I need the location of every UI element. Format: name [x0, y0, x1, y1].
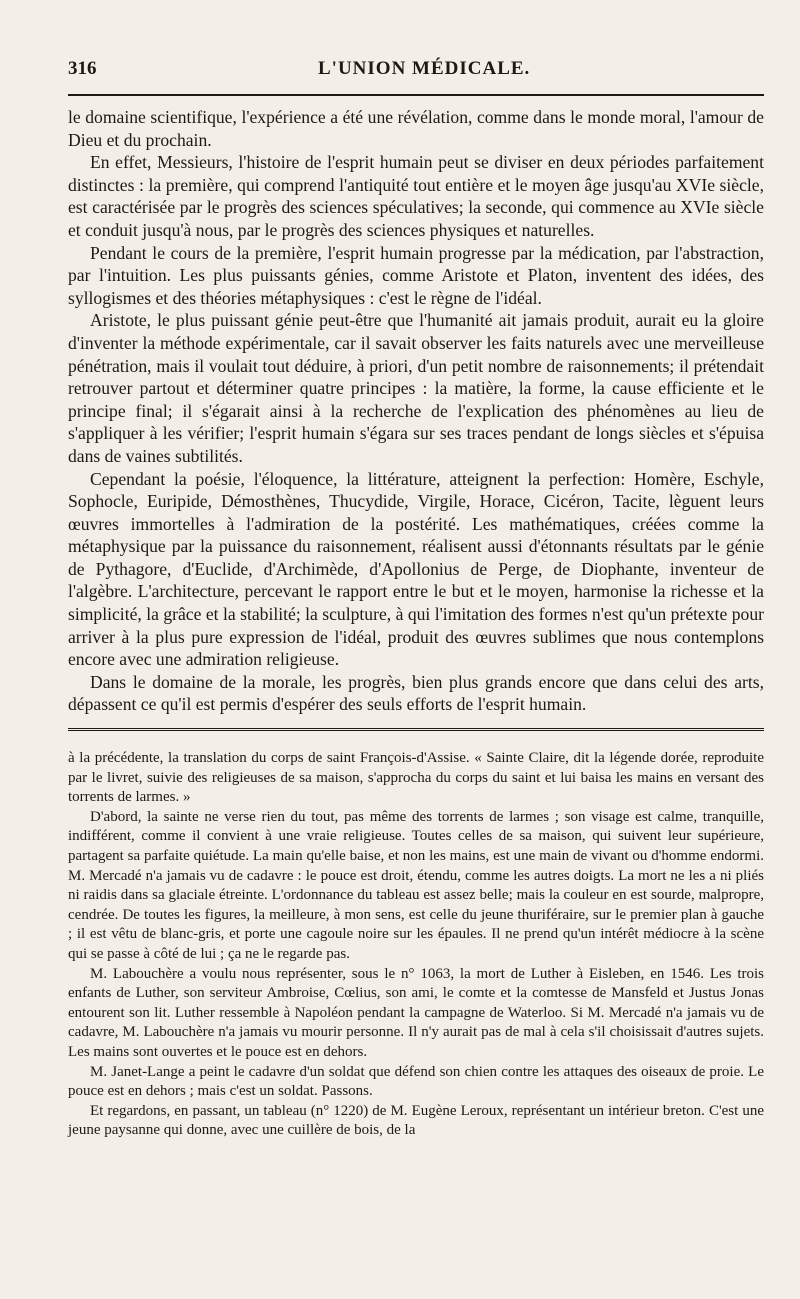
article-paragraph: Cependant la poésie, l'éloquence, la littérature, atteignent la perfection: Homère, Eschyle, Sophocle, Euripide, Démosthènes, Thucydide, Virgile, Horace, Cicéron, Tacite, lèguent leurs œuvres immortelles à l'admiration de la postérité. Les mathématiques, créées comme la métaphysique par la puissance du raisonnement, réalisent aussi d'étonnants résultats par le génie de Pythagore, d'Euclide, d'Archimède, d'Apollonius de Perge, de Diophante, inventeur de l'algèbre. L'architecture, percevant le rapport entre le but et le moyen, harmonise la richesse et la simplicité, la grâce et la stabilité; la sculpture, à qui l'imitation des formes n'est qu'un prétexte pour arriver à la plus pure expression de l'idéal, produit des œuvres sublimes que nous contemplons encore avec une admiration religieuse. — [68, 468, 764, 670]
feuilleton-section — [68, 749, 764, 1141]
main-article — [68, 106, 764, 716]
page-number: 316 — [68, 58, 97, 79]
feuilleton-paragraph: à la précédente, la translation du corps de saint François-d'Assise. « Sainte Claire, dit la légende dorée, reproduite par le livret, suivie des religieuses de sa maison, s'approcha du corps du saint et lui baisa les mains en versant des torrents de larmes. » — [68, 750, 764, 806]
feuilleton-paragraph: Et regardons, en passant, un tableau (n° 1220) de M. Eugène Leroux, représentant un intérieur breton. C'est une jeune paysanne qui donne, avec une cuillère de bois, de la — [68, 1102, 764, 1139]
article-paragraph: Dans le domaine de la morale, les progrès, bien plus grands encore que dans celui des arts, dépassent ce qu'il est permis d'espérer des seuls efforts de l'esprit humain. — [68, 671, 764, 715]
article-paragraph: Aristote, le plus puissant génie peut-être que l'humanité ait jamais produit, aurait eu la gloire d'inventer la méthode expérimentale, car il savait observer les faits naturels avec une merveilleuse pénétration, mais il voulait tout déduire, à priori, d'un petit nombre de raisonnements; il prétendait retrouver partout et déterminer quatre principes : la matière, la forme, la cause efficiente et le principe final; il s'égarait ainsi à la recherche de l'explication des phénomènes au lieu de s'appliquer à les vérifier; l'esprit humain s'égara sur ses traces pendant de longs siècles et s'épuisa dans de vaines subtilités. — [68, 310, 764, 466]
feuilleton-paragraph: M. Janet-Lange a peint le cadavre d'un soldat que défend son chien contre les attaques des oiseaux de proie. Le pouce est en dehors ; mais c'est un soldat. Passons. — [68, 1063, 764, 1100]
running-header — [68, 58, 764, 88]
article-paragraph: le domaine scientifique, l'expérience a été une révélation, comme dans le monde moral, l'amour de Dieu et du prochain. — [68, 107, 764, 150]
journal-title: L'UNION MÉDICALE. — [318, 58, 531, 79]
header-rule — [68, 94, 764, 96]
article-paragraph: En effet, Messieurs, l'histoire de l'esprit humain peut se diviser en deux périodes parfaitement distinctes : la première, qui comprend l'antiquité tout entière et le moyen âge jusqu'au XVIe siècle, est caractérisée par le progrès des sciences spéculatives; la seconde, qui commence au XVIe siècle et conduit jusqu'à nous, par le progrès des sciences physiques et naturelles. — [68, 152, 764, 240]
article-paragraph: Pendant le cours de la première, l'esprit humain progresse par la médication, par l'abstraction, par l'intuition. Les plus puissants génies, comme Aristote et Platon, inventent des idées, des syllogismes et des théories métaphysiques : c'est le règne de l'idéal. — [68, 242, 764, 308]
feuilleton-paragraph: D'abord, la sainte ne verse rien du tout, pas même des torrents de larmes ; son visage est calme, tranquille, indifférent, comme il convient à une vraie religieuse. Toutes celles de sa maison, qui suivent leur supérieure, partagent sa parfaite quiétude. La main qu'elle baise, et non les mains, est une main de vivant ou d'homme endormi. M. Mercadé n'a jamais vu de cadavre : le pouce est droit, étendu, comme les autres doigts. La mort ne les a ni pliés ni raidis dans sa glaciale étreinte. L'ordonnance du tableau est assez belle; mais la couleur en est sourde, malpropre, cendrée. De toutes les figures, la meilleure, à mon sens, est celle du jeune thuriféraire, sur le premier plan à gauche ; il est vêtu de blanc-gris, et porte une cagoule noire sur les épaules. Il ne prend qu'un intérêt médiocre à la scène qui se passe à côté de lui ; ça ne le regarde pas. — [68, 808, 764, 962]
feuilleton-paragraph: M. Labouchère a voulu nous représenter, sous le n° 1063, la mort de Luther à Eisleben, en 1546. Les trois enfants de Luther, son serviteur Ambroise, Cœlius, son ami, le comte et la comtesse de Mansfeld et Justus Jonas entourent son lit. Luther ressemble à Napoléon pendant la campagne de Waterloo. Si M. Mercadé n'a jamais vu de cadavre, M. Labouchère n'a jamais vu mourir personne. Il n'y aurait pas de mal à cela s'il choisissait d'autres sujets. Les mains sont ouvertes et le pouce est en dehors. — [68, 965, 764, 1060]
feuilleton-divider — [68, 728, 764, 735]
